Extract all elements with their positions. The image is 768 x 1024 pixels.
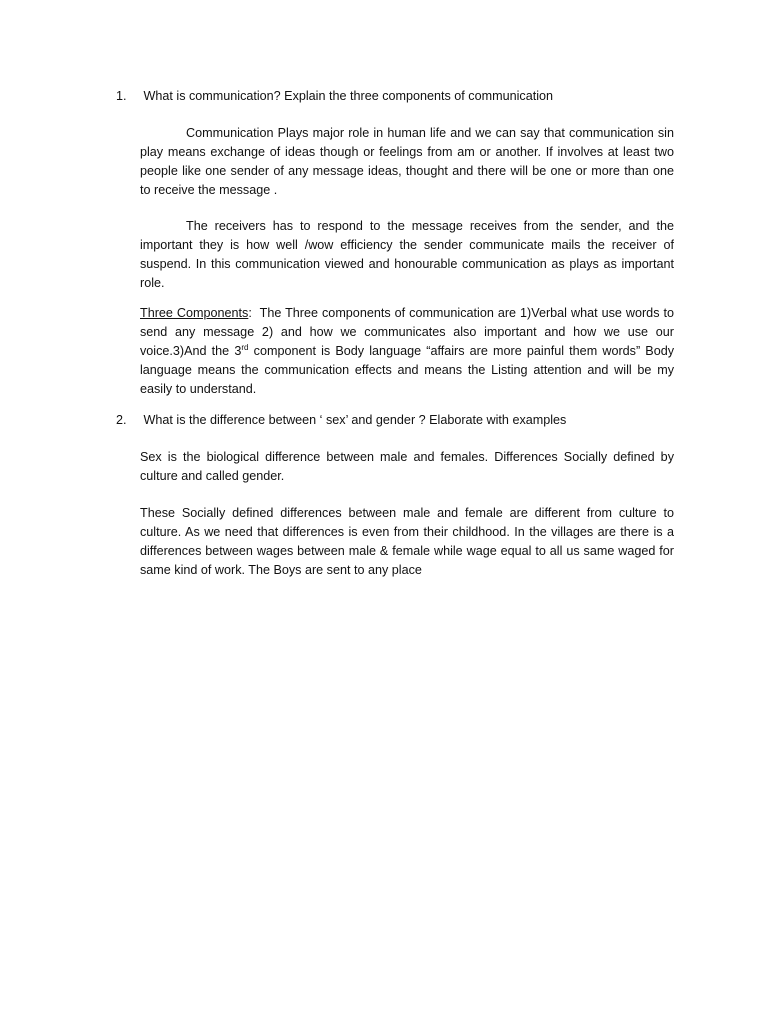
question-2-text: What is the difference between ‘ sex’ and gender ? Elaborate with examples [143,413,567,427]
paragraph-three-components [140,304,674,399]
three-components-text-a: The Three components of communication are 1)Verbal what use words to send any message 2) and how we communicates also important and how we use our voice.3)And the 3 [140,306,674,358]
question-1 [116,87,676,106]
question-2 [116,411,676,430]
question-1-number: 1. [116,89,127,103]
three-components-colon: : [248,306,252,320]
paragraph-gender-differences: These Socially defined differences between male and female are different from culture to culture. As we need that differences is even from their childhood. In the villages are there is a differences between wages between male & female while wage equal to all us same waged for same kind of work. The Boys are sent to any place [140,506,674,577]
ordinal-suffix: rd [241,342,249,352]
paragraph-communication-definition: Communication Plays major role in human life and we can say that communication sin play means exchange of ideas though or feelings from am or another. If involves at least two people like one sender of any message ideas, thought and there will be one or more than one to receive the message . [140,126,674,197]
three-components-text-b: component is Body language “affairs are more painful them words” Body language means the communication effects and means the Listing attention and will be my easily to understand. [140,344,675,396]
three-components-heading: Three Components [140,306,249,320]
paragraph-receivers: The receivers has to respond to the message receives from the sender, and the important they is how well /wow efficiency the sender communicate mails the receiver of suspend. In this communication viewed and honourable communication as plays as important role. [140,219,674,290]
question-2-number: 2. [116,413,127,427]
paragraph-sex-definition: Sex is the biological difference between male and females. Differences Socially defined by culture and called gender. [140,450,674,483]
question-1-text: What is communication? Explain the three components of communication [143,89,553,103]
